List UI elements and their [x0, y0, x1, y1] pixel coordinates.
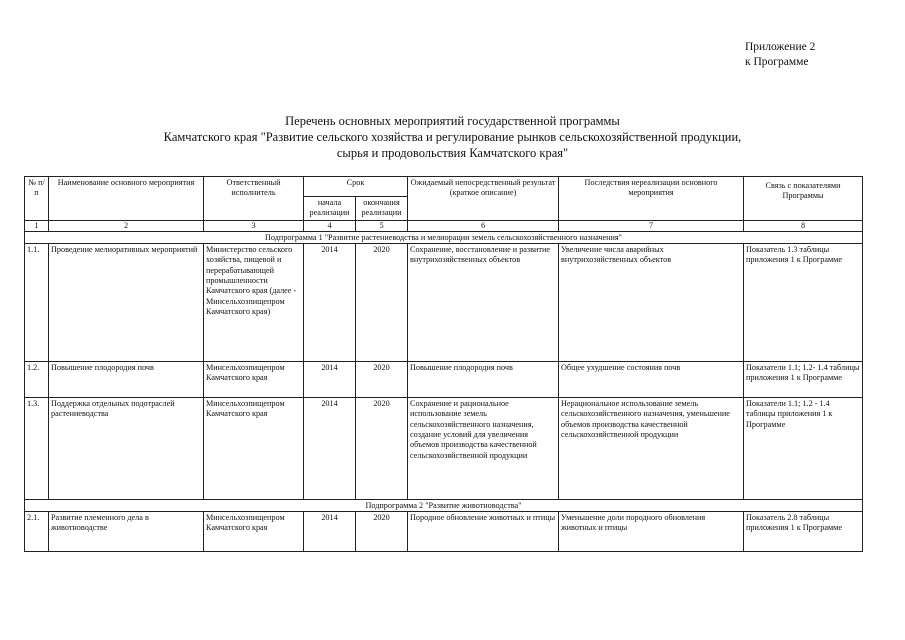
table-row: [25, 397, 863, 499]
column-numbers-row: [25, 220, 863, 231]
header-num: № п/п: [25, 177, 49, 221]
row-link: Показатели 1.1; 1.2- 1.4 таблицы приложения 1 к Программе: [744, 361, 863, 397]
header-result: Ожидаемый непосредственный результат (краткое описание): [408, 177, 559, 221]
row-start: 2014: [304, 361, 356, 397]
row-result: Сохранение, восстановление и развитие внутрихозяйственных объектов: [408, 243, 559, 361]
table-row: [25, 511, 863, 551]
subprogram-row: [25, 231, 863, 243]
table-row: [25, 243, 863, 361]
column-number: 7: [559, 220, 744, 231]
title-line-2: Камчатского края "Развитие сельского хозяйства и регулирование рынков сельскохозяйственной продукции,: [163, 130, 742, 144]
row-executor: Министерство сельского хозяйства, пищевой и перерабатывающей промышленности Камчатского края (далее - Минсельхозпищепром Камчатского края): [204, 243, 304, 361]
appendix-note: [745, 40, 815, 70]
row-link: Показатель 1.3 таблицы приложения 1 к Программе: [744, 243, 863, 361]
row-link: Показатели 1.1; 1.2 - 1.4 таблицы приложения 1 к Программе: [744, 397, 863, 499]
header-link: Связь с показателями Программы: [744, 177, 863, 221]
subprogram-row: [25, 499, 863, 511]
row-result: Сохранение и рациональное использование земель сельскохозяйственного назначения, создание условий для увеличения объемов производства качественной сельскохозяйственной продукции: [408, 397, 559, 499]
row-num: 2.1.: [25, 511, 49, 551]
row-name: Повышение плодородия почв: [49, 361, 204, 397]
row-consequences: Нерациональное использование земель сельскохозяйственного назначения, уменьшение объемов производства качественной сельскохозяйственной продукции: [559, 397, 744, 499]
appendix-target: к Программе: [745, 56, 809, 68]
row-num: 1.2.: [25, 361, 49, 397]
measures-table: [24, 176, 863, 552]
row-end: 2020: [356, 397, 408, 499]
row-start: 2014: [304, 397, 356, 499]
row-start: 2014: [304, 243, 356, 361]
row-end: 2020: [356, 511, 408, 551]
header-term: Срок: [304, 177, 408, 197]
header-term-end: окончания реализации: [356, 197, 408, 221]
header-consequences: Последствия нереализации основного мероприятия: [559, 177, 744, 221]
subprogram-1-title: Подпрограмма 1 "Развитие растениеводства и мелиорации земель сельскохозяйственного назначения": [25, 231, 863, 243]
column-number: 4: [304, 220, 356, 231]
row-num: 1.3.: [25, 397, 49, 499]
column-number: 8: [744, 220, 863, 231]
row-result: Повышение плодородия почв: [408, 361, 559, 397]
row-executor: Минсельхозпищепром Камчатского края: [204, 361, 304, 397]
row-name: Развитие племенного дела в животноводстве: [49, 511, 204, 551]
title-line-1: Перечень основных мероприятий государственной программы: [285, 114, 620, 128]
title-line-3: сырья и продовольствия Камчатского края": [336, 146, 569, 160]
row-consequences: Общее ухудшение состояния почв: [559, 361, 744, 397]
row-consequences: Увеличение числа аварийных внутрихозяйственных объектов: [559, 243, 744, 361]
column-number: 1: [25, 220, 49, 231]
column-number: 5: [356, 220, 408, 231]
row-link: Показатель 2.8 таблицы приложения 1 к Программе: [744, 511, 863, 551]
row-name: Проведение мелиоративных мероприятий: [49, 243, 204, 361]
row-executor: Минсельхозпищепром Камчатского края: [204, 511, 304, 551]
row-start: 2014: [304, 511, 356, 551]
row-consequences: Уменьшение доли породного обновления животных и птицы: [559, 511, 744, 551]
row-name: Поддержка отдельных подотраслей растениеводства: [49, 397, 204, 499]
row-executor: Минсельхозпищепром Камчатского края: [204, 397, 304, 499]
row-result: Породное обновление животных и птицы: [408, 511, 559, 551]
header-executor: Ответственный исполнитель: [204, 177, 304, 221]
subprogram-2-title: Подпрограмма 2 "Развитие животноводства": [25, 499, 863, 511]
column-number: 6: [408, 220, 559, 231]
row-end: 2020: [356, 361, 408, 397]
document-title: [0, 113, 905, 161]
row-num: 1.1.: [25, 243, 49, 361]
header-name: Наименование основного мероприятия: [49, 177, 204, 221]
column-number: 2: [49, 220, 204, 231]
row-end: 2020: [356, 243, 408, 361]
header-row: [25, 177, 863, 197]
column-number: 3: [204, 220, 304, 231]
appendix-label: Приложение 2: [745, 41, 816, 53]
table-row: [25, 361, 863, 397]
header-term-start: начала реализации: [304, 197, 356, 221]
